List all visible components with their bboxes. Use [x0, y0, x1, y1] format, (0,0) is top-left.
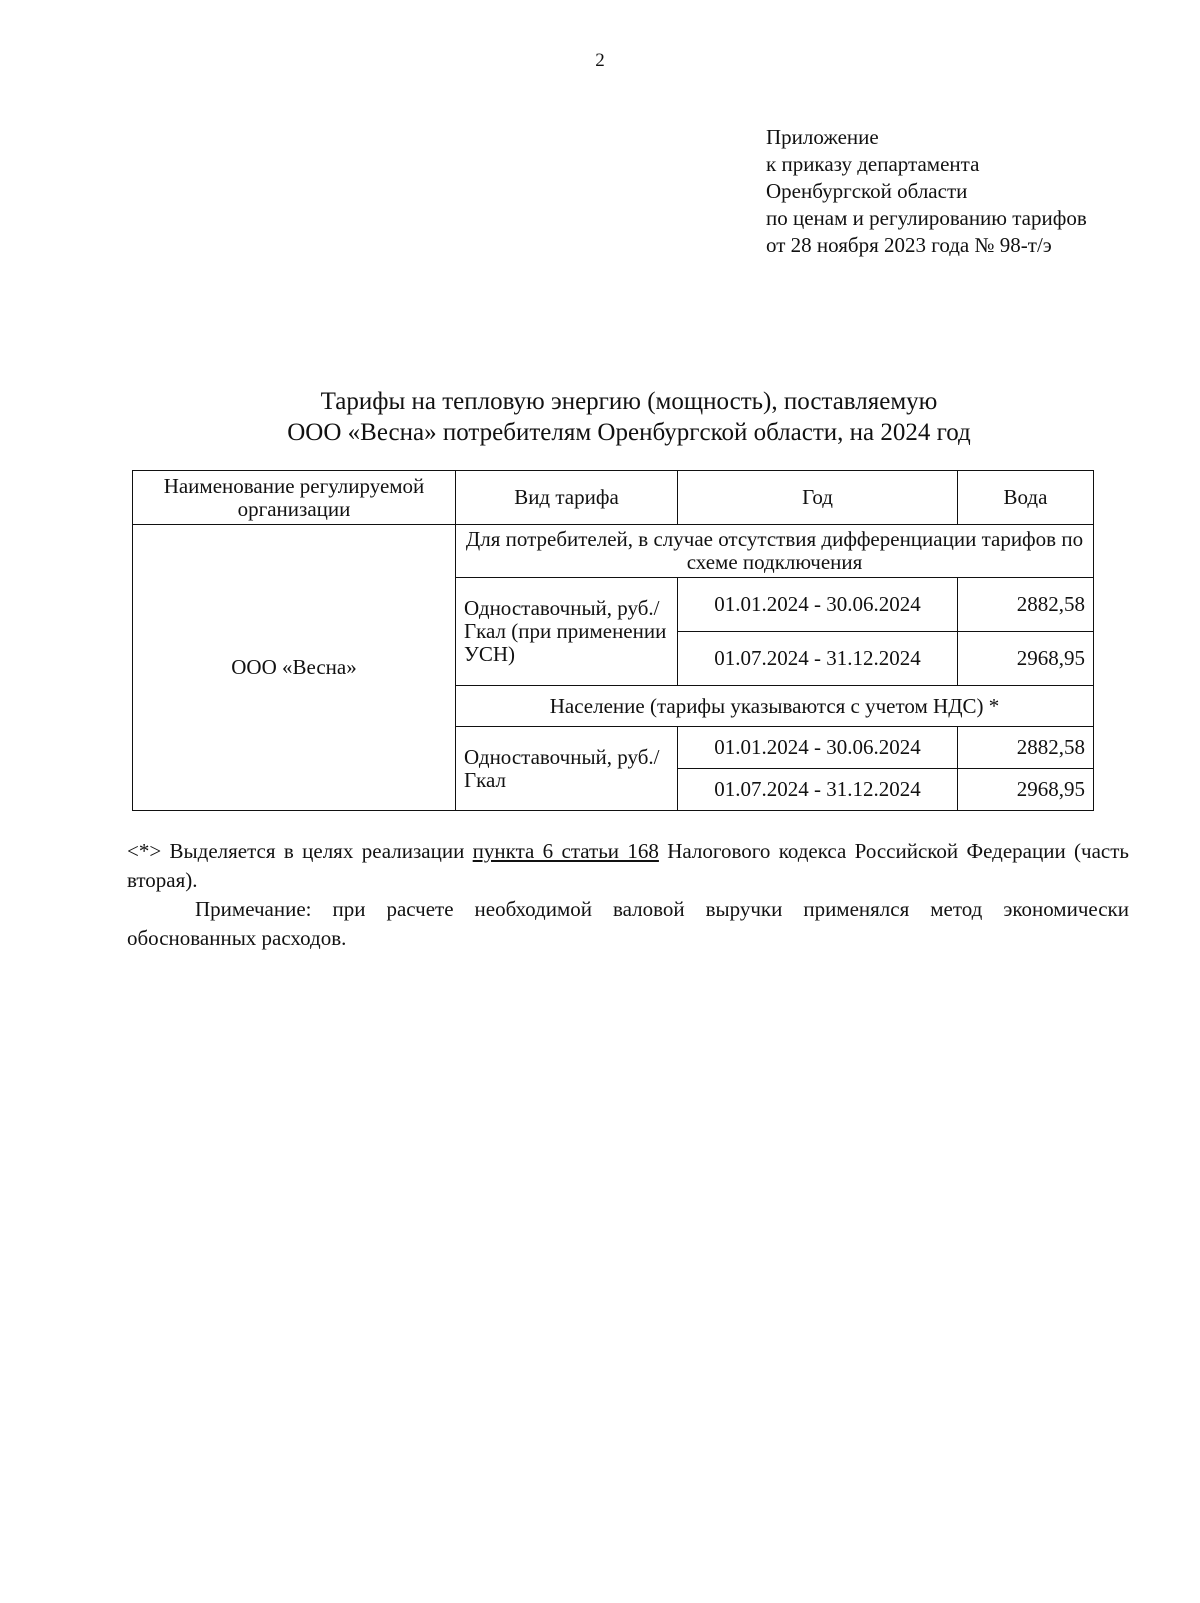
notes-block: [127, 837, 1129, 953]
appendix-line: от 28 ноября 2023 года № 98-т/э: [766, 233, 1052, 257]
section-title: Население (тарифы указываются с учетом НДС) *: [456, 686, 1094, 727]
appendix-line: Оренбургской области: [766, 179, 968, 203]
header-tariff-type: Вид тарифа: [456, 471, 678, 525]
header-organization: Наименование регулируемой организации: [133, 471, 456, 525]
period-cell: 01.07.2024 - 31.12.2024: [678, 769, 958, 811]
appendix-line: к приказу департамента: [766, 152, 980, 176]
page-number: 2: [595, 50, 605, 71]
table-row: [133, 525, 1094, 578]
title-line: Тарифы на тепловую энергию (мощность), поставляемую: [320, 388, 938, 415]
tariff-type-cell: Одноставочный, руб./Гкал: [456, 727, 678, 811]
period-cell: 01.01.2024 - 30.06.2024: [678, 578, 958, 632]
value-cell: 2968,95: [958, 769, 1094, 811]
appendix-line: по ценам и регулированию тарифов: [766, 206, 1087, 230]
appendix-block: [766, 124, 1087, 259]
period-cell: 01.01.2024 - 30.06.2024: [678, 727, 958, 769]
header-water: Вода: [958, 471, 1094, 525]
footnote-suffix: Налогового кодекса Российской Федерации (часть вторая).: [127, 839, 1129, 892]
table-header-row: [133, 471, 1094, 525]
organization-cell: ООО «Весна»: [133, 525, 456, 811]
tariff-type-cell: Одноставочный, руб./Гкал (при применении УСН): [456, 578, 678, 686]
header-year: Год: [678, 471, 958, 525]
value-cell: 2968,95: [958, 632, 1094, 686]
title-line: ООО «Весна» потребителям Оренбургской области, на 2024 год: [287, 419, 971, 446]
appendix-line: Приложение: [766, 125, 879, 149]
value-cell: 2882,58: [958, 727, 1094, 769]
footnote-prefix: <*> Выделяется в целях реализации: [127, 839, 473, 863]
section-title: Для потребителей, в случае отсутствия дифференциации тарифов по схеме подключения: [456, 525, 1094, 578]
value-cell: 2882,58: [958, 578, 1094, 632]
footnote-link[interactable]: пункта 6 статьи 168: [472, 839, 659, 863]
period-cell: 01.07.2024 - 31.12.2024: [678, 632, 958, 686]
tariff-table: [132, 470, 1094, 811]
document-title: [0, 386, 1200, 448]
footnote: [127, 837, 1129, 895]
remark: Примечание: при расчете необходимой валовой выручки применялся метод экономически обоснованных расходов.: [127, 897, 1129, 950]
